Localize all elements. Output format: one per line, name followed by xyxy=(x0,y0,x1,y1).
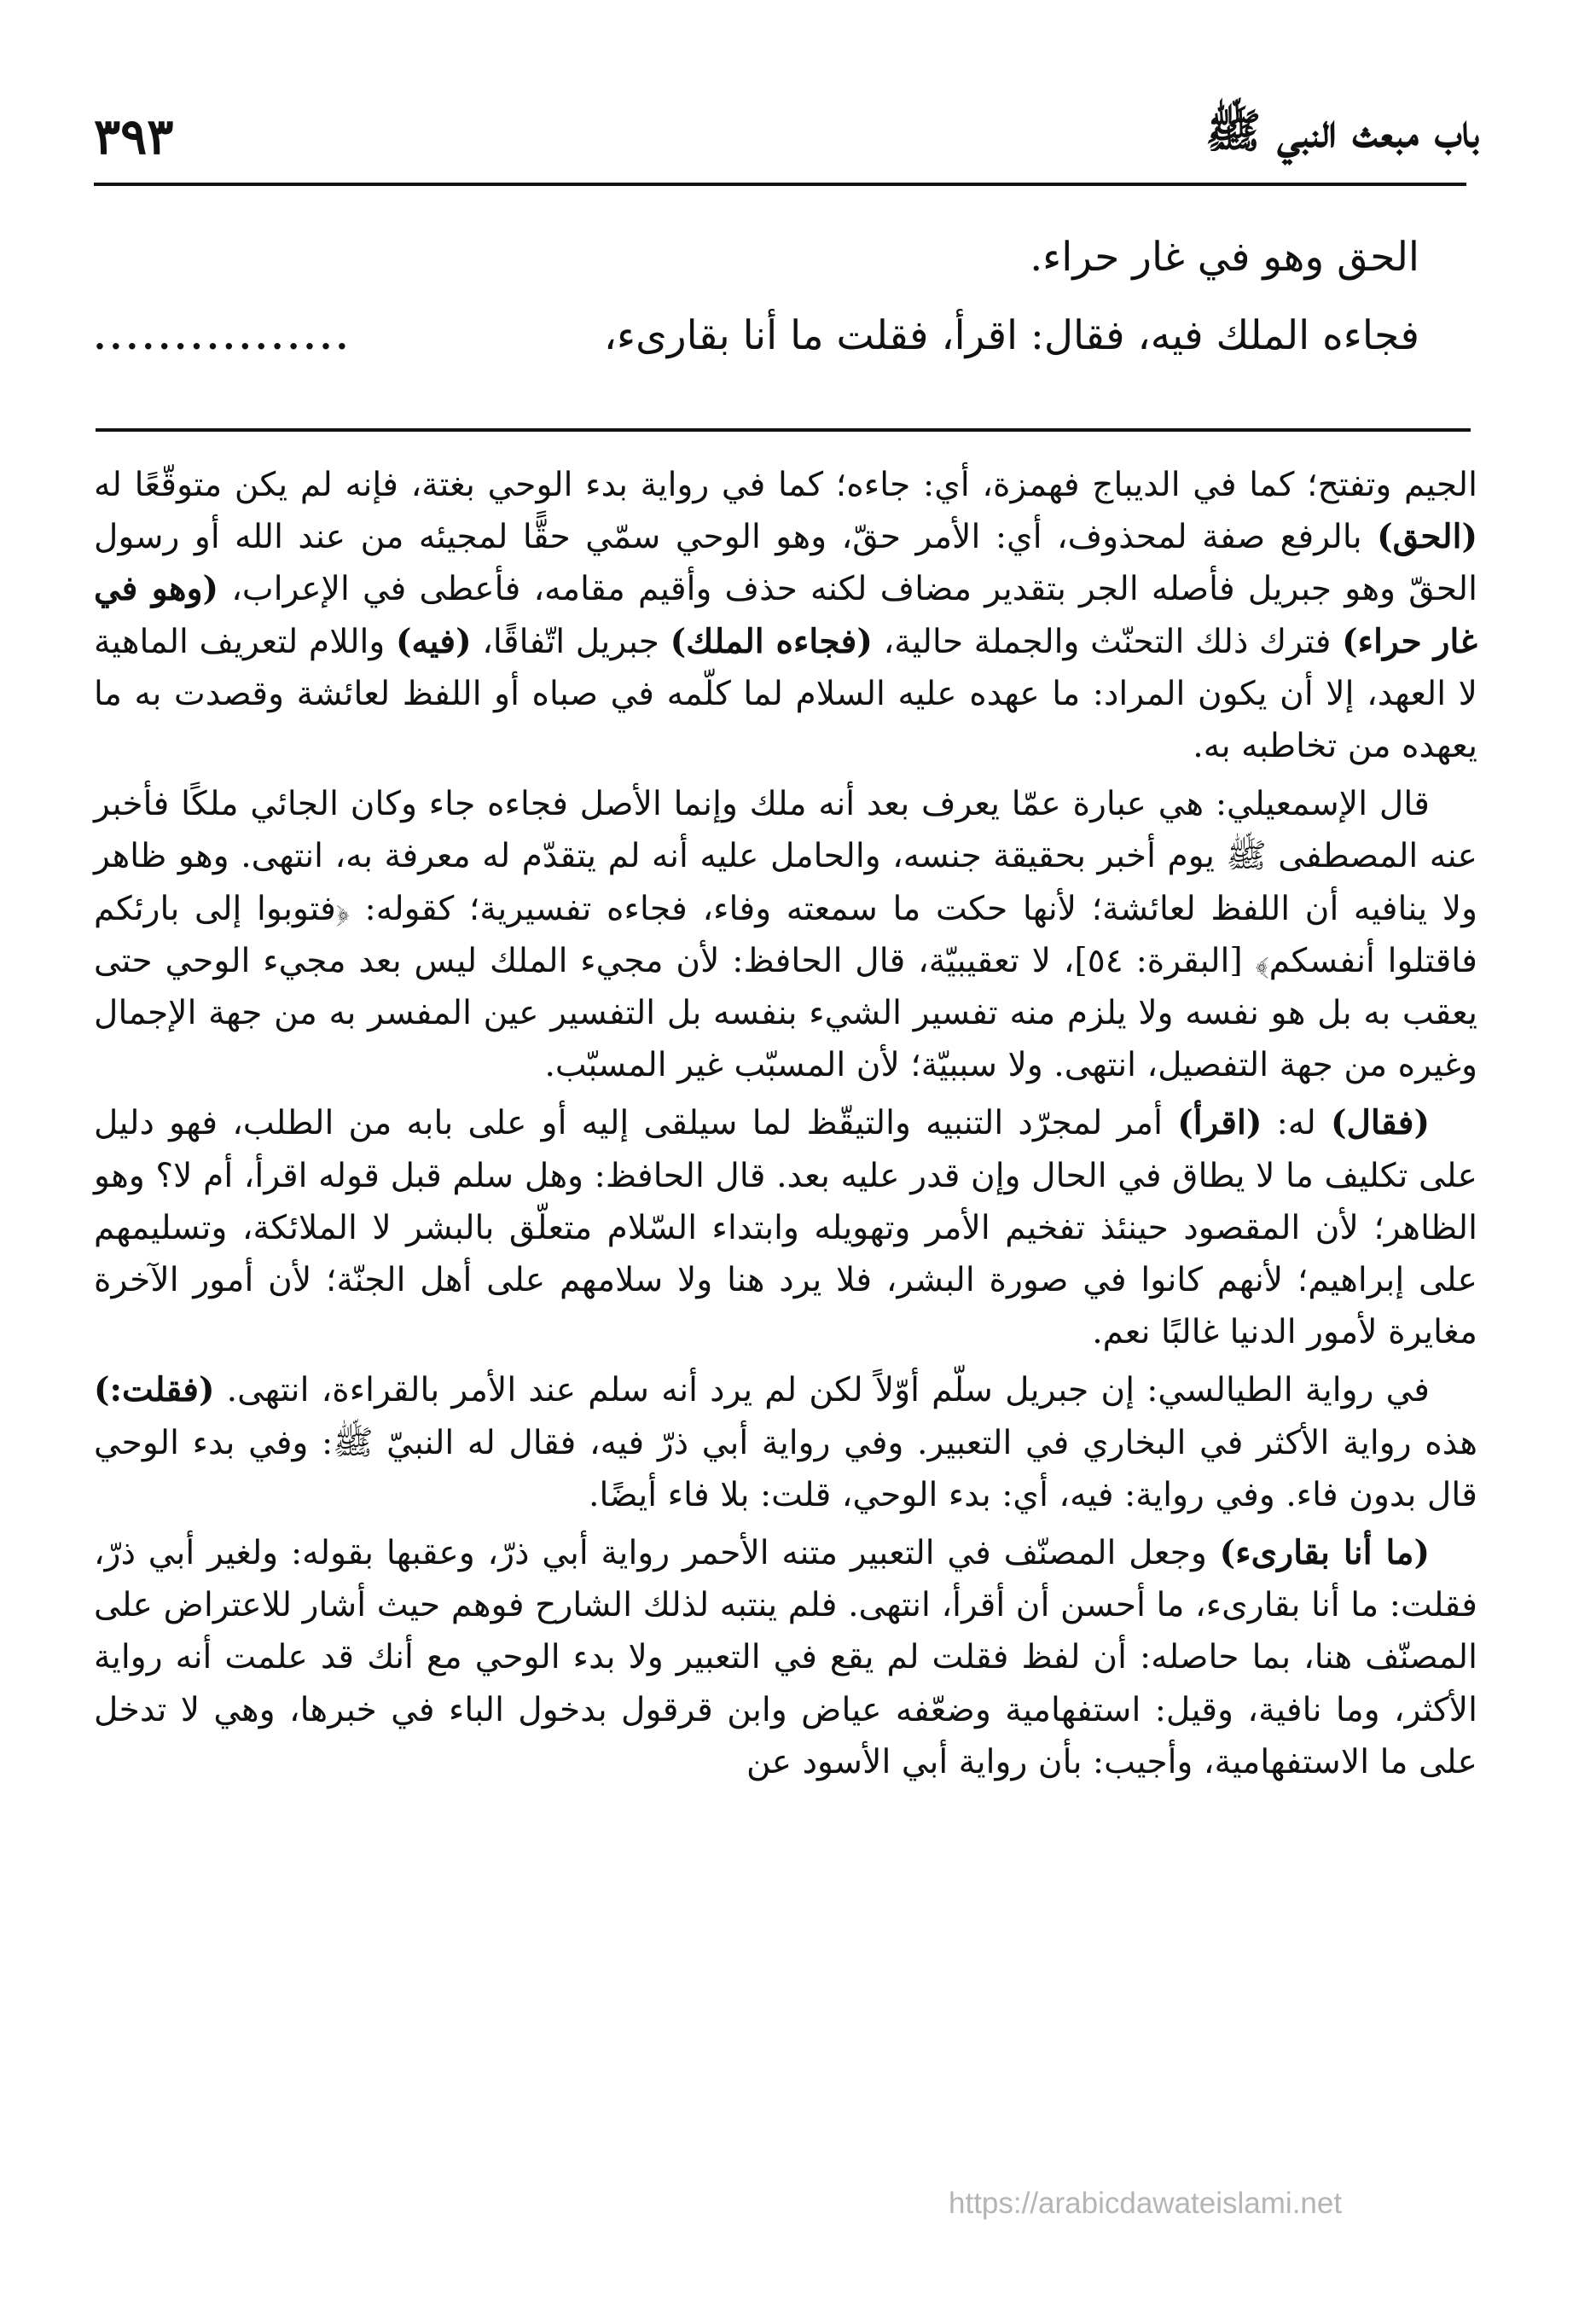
commentary-paragraph-4 xyxy=(94,1364,1477,1521)
commentary-paragraph-1 xyxy=(94,459,1477,772)
p4-text-2: هذه رواية الأكثر في البخاري في التعبير. وفي رواية أبي ذرّ فيه، فقال له النبيّ ﷺ: وفي بدء الوحي قال بدون فاء. وفي رواية: فيه، أي: بدء الوحي، قلت: بلا فاء أيضًا. xyxy=(94,1423,1477,1514)
p3-term-1: (فقال) xyxy=(1330,1103,1431,1143)
p3-text-1: له: xyxy=(1262,1104,1331,1143)
p1-text-4: جبريل اتّفاقًا، xyxy=(471,622,670,661)
chapter-title: باب مبعث النبي ﷺ xyxy=(1205,102,1479,158)
page-number: ٣٩٣ xyxy=(94,107,174,166)
separator-rule xyxy=(96,428,1471,432)
p3-text-2: أمر لمجرّد التنبيه والتيقّظ لما سيلقى إليه أو على بابه من الطلب، فهو دليل على تكليف ما لا يطاق في الحال وإن قدر عليه بعد. قال الحافظ: وهل سلم قبل قوله اقرأ، أم لا؟ وهو الظاهر؛ لأن المقصود حينئذ تفخيم الأمر وتهويله وابتداء السّلام متعلّق بالبشر لا الملائكة، وتسليمهم على إبراهيم؛ لأنهم كانوا في صورة البشر، فلا يرد هنا ولا سلامهم على أهل الجنّة؛ لأن أمور الآخرة مغايرة لأمور الدنيا غالبًا نعم. xyxy=(94,1104,1477,1352)
watermark-url: https://arabicdawateislami.net xyxy=(949,2187,1343,2220)
commentary-paragraph-5 xyxy=(94,1527,1477,1788)
p4-term-1: (فقلت:) xyxy=(94,1370,215,1410)
p1-text-3: فترك ذلك التحنّث والجملة حالية، xyxy=(872,622,1343,661)
p1-term-2: (وهو في غار حراء) xyxy=(94,569,1477,661)
commentary-paragraph-2: قال الإسمعيلي: هي عبارة عمّا يعرف بعد أنه ملك وإنما الأصل فجاءه جاء وكان الجائي ملكًا فأخبر عنه المصطفى ﷺ يوم أخبر بحقيقة جنسه، والحامل عليه أنه لم يتقدّم له معرفة به، انتهى. وهو ظاهر ولا ينافيه أن اللفظ لعائشة؛ لأنها حكت ما سمعته وفاء، فجاءه تفسيرية؛ كقوله: ﴿فتوبوا إلى بارئكم فاقتلوا أنفسكم﴾ [البقرة: ٥٤]، لا تعقيبيّة، قال الحافظ: لأن مجيء الملك ليس بعد مجيء الوحي حتى يعقب به بل هو نفسه ولا يلزم منه تفسير الشيء بنفسه بل التفسير عين المفسر به من جهة الإجمال وغيره من جهة التفصيل، انتهى. ولا سببيّة؛ لأن المسبّب غير المسبّب. xyxy=(94,785,1477,1085)
p1-term-3: (فجاءه الملك) xyxy=(670,621,873,661)
matn-text xyxy=(94,218,1419,377)
p1-term-1: (الحق) xyxy=(1377,517,1477,557)
commentary-paragraph-3 xyxy=(94,1097,1477,1358)
p1-text-1: الجيم وتفتح؛ كما في الديباج فهمزة، أي: جاءه؛ كما في رواية بدء الوحي بغتة، فإنه لم يكن متوقّعًا له xyxy=(94,466,1477,504)
page-header xyxy=(94,96,1479,177)
matn-line-2-text: فجاءه الملك فيه، فقال: اقرأ، فقلت ما أنا بقارىء، xyxy=(603,312,1419,359)
p1-text-5: واللام لتعريف الماهية لا العهد، إلا أن يكون المراد: ما عهده عليه السلام لما كلّمه في صباه أو اللفظ لعائشة وقصدت به ما يعهده من تخاطبه به. xyxy=(94,622,1477,766)
header-rule xyxy=(94,183,1466,186)
p5-text-1: وجعل المصنّف في التعبير متنه الأحمر رواية أبي ذرّ، وعقبها بقوله: ولغير أبي ذرّ، فقلت: ما أنا بقارىء، ما أحسن أن أقرأ، انتهى. فلم ينتبه لذلك الشارح فوهم حيث أشار للاعتراض على المصنّف هنا، بما حاصله: أن لفظ فقلت لم يقع في التعبير ولا بدء الوحي مع أنك قد علمت أنه رواية الأكثر، وما نافية، وقيل: استفهامية وضعّفه عياض وابن قرقول بدخول الباء في خبرها، وهي لا تدخل على ما الاستفهامية، وأجيب: بأن رواية أبي الأسود عن xyxy=(94,1534,1477,1781)
matn-line-2 xyxy=(94,297,1419,377)
p1-text-2: بالرفع صفة لمحذوف، أي: الأمر حقّ، وهو الوحي سمّي حقًّا لمجيئه من عند الله أو رسول الحقّ وهو جبريل فأصله الجر بتقدير مضاف لكنه حذف وأقيم مقامه، فأعطى في الإعراب، xyxy=(94,518,1477,609)
continuation-dots: ................ xyxy=(94,317,352,357)
p5-term-1: (ما أنا بقارىء) xyxy=(1219,1533,1430,1573)
matn-line-1-text: الحق وهو في غار حراء. xyxy=(1030,234,1419,281)
p3-term-2: (اقرأ) xyxy=(1177,1103,1262,1143)
commentary-text xyxy=(94,459,1477,1794)
p1-term-4: (فيه) xyxy=(395,621,472,661)
p4-text-1: في رواية الطيالسي: إن جبريل سلّم أوّلاً لكن لم يرد أنه سلم عند الأمر بالقراءة، انتهى. xyxy=(214,1371,1430,1410)
matn-line-1 xyxy=(94,218,1419,297)
